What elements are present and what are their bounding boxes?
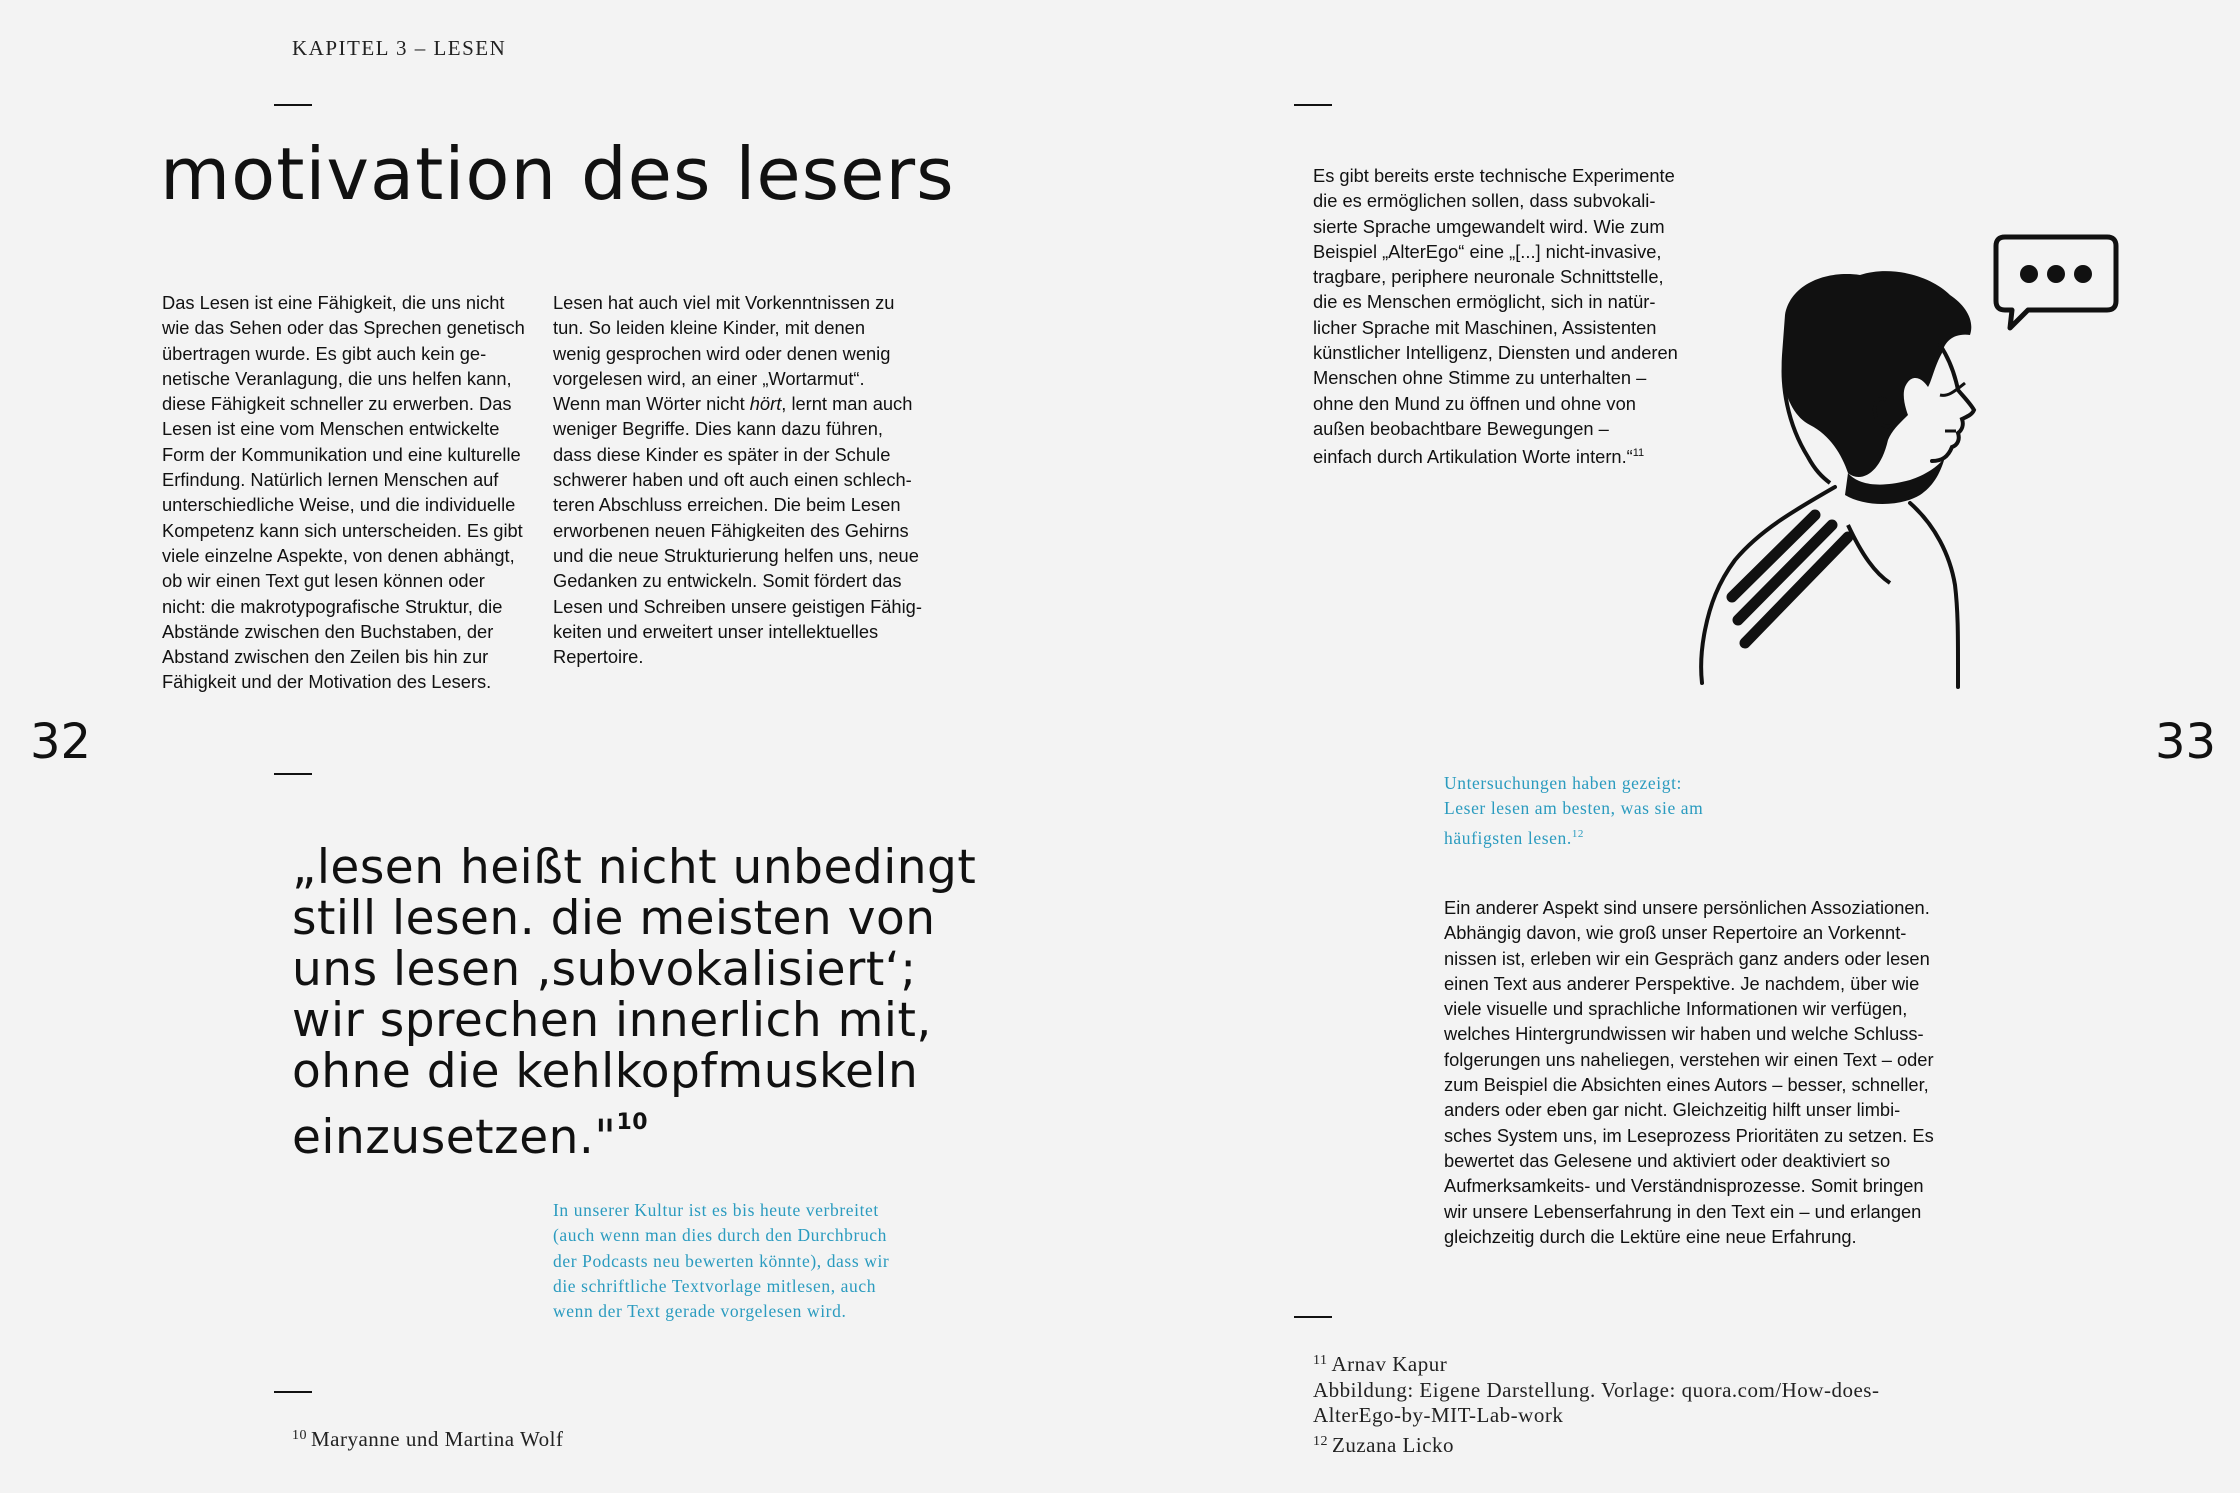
- accent-note-left: In unserer Kultur ist es bis heute verbreitet (auch wenn man dies durch den Durchbruch der Podcasts neu bewerten könnte), dass wir die schriftliche Textvorlage mitlesen, auch wenn der Text gerade vorgelesen wird.: [553, 1200, 890, 1322]
- footnote-text: Abbildung: Eigene Darstellung. Vorlage: quora.com/How-does-: [1313, 1377, 1880, 1402]
- footnote-text: Maryanne und Martina Wolf: [311, 1427, 564, 1451]
- pull-quote-footnote-ref: 10: [616, 1110, 649, 1135]
- footnote-text: Arnav Kapur: [1331, 1352, 1448, 1376]
- accent-note-right-text: Untersuchungen haben gezeigt: Leser lesen am besten, was sie am häufigsten lesen.: [1444, 773, 1704, 848]
- footnote-text: AlterEgo-by-MIT-Lab-work: [1313, 1403, 1564, 1427]
- divider: [1294, 104, 1332, 106]
- intro-footnote-ref: 11: [1632, 447, 1645, 460]
- page-title: motivation des lesers: [160, 132, 955, 216]
- divider: [1294, 1316, 1332, 1318]
- intro-text-body: Es gibt bereits erste technische Experimente die es ermöglichen sollen, dass subvokali- sierte Sprache umgewandelt wird. Wie zum Beispiel „AlterEgo“ eine „[...] nicht-invasive, tragbare, periphere neuronale Schnittstelle, die es Menschen ermöglicht, sich in natür- licher Sprache mit Maschinen, Assistenten künstlicher Intelligenz, Diensten und anderen Menschen ohne Stimme zu unterhalten – ohne den Mund zu öffnen und ohne von außen beobachtbare Bewegungen – einfach durch Artikulation Worte intern.“: [1313, 165, 1678, 468]
- body-column-2: [553, 290, 943, 669]
- footnote-10: [292, 1423, 563, 1453]
- body-column-1: Das Lesen ist eine Fähigkeit, die uns nicht wie das Sehen oder das Sprechen genetisch übertragen wurde. Es gibt auch kein ge- netische Veranlagung, die uns helfen kann, diese Fähigkeit schneller zu erwerben. Das Lesen ist eine vom Menschen entwickelte Form der Kommunikation und eine kulturelle Erfindung. Natürlich lernen Menschen auf unterschiedliche Weise, und die individuelle Kompetenz kann sich unterscheiden. Es gibt viele einzelne Aspekte, von denen abhängt, ob wir einen Text gut lesen können oder nicht: die makrotypografische Struktur, die Abstände zwischen den Buchstaben, der Abstand zwischen den Zeilen bis hin zur Fähigkeit und der Motivation des Lesers.: [162, 292, 525, 693]
- chapter-label: KAPITEL 3 – LESEN: [292, 36, 507, 60]
- footnotes-right: [1313, 1348, 1879, 1458]
- body-column-2-italic: hört: [749, 393, 782, 415]
- page-number-right: 33: [2155, 714, 2217, 770]
- footnote-12: [1313, 1429, 1879, 1459]
- footnote-number: 11: [1313, 1353, 1328, 1368]
- body-column-2-text-end: , lernt man auch weniger Begriffe. Dies kann dazu führen, dass diese Kinder es später in der Schule schwerer haben und oft auch einen schlech- teren Abschluss erreichen. Die beim Lesen erworbenen neuen Fähigkeiten des Gehirns und die neue Strukturierung helfen uns, neue Gedanken zu entwickeln. Somit fördert das Lesen und Schreiben unsere geistigen Fähig- keiten und erweitert unser intellektuelles Repertoire.: [553, 393, 922, 668]
- footnote-figure-credit-cont: [1313, 1403, 1879, 1429]
- divider: [274, 1391, 312, 1393]
- footnote-number: 10: [292, 1428, 307, 1443]
- footnote-11: [1313, 1348, 1879, 1378]
- divider: [274, 104, 312, 106]
- pull-quote: [292, 842, 976, 1163]
- accent-footnote-ref: 12: [1571, 827, 1585, 840]
- footnote-number: 12: [1313, 1433, 1328, 1449]
- divider: [274, 773, 312, 775]
- footnote-text: Zuzana Licko: [1332, 1432, 1455, 1457]
- body-column-2-text: Lesen hat auch viel mit Vorkenntnissen zu tun. So leiden kleine Kinder, mit denen wenig gesprochen wird oder denen wenig vorgelesen wird, an einer „Wortarmut“. Wenn man Wörter nicht: [553, 292, 895, 415]
- pull-quote-text: „lesen heißt nicht unbedingt still lesen. die meisten von uns lesen ‚subvokalisiert‘; wir sprechen innerlich mit, ohne die kehlkopfmuskeln einzusetzen.": [292, 840, 977, 1165]
- person-speech-bubble-icon: [1610, 225, 2125, 700]
- body-right: Ein anderer Aspekt sind unsere persönlichen Assoziationen. Abhängig davon, wie groß unser Repertoire an Vorkennt- nissen ist, erleben wir ein Gespräch ganz anders oder lesen einen Text aus anderer Perspektive. Je nachdem, über wie viele visuelle und sprachliche Informationen wir verfügen, welches Hintergrundwissen wir haben und welche Schluss- folgerungen uns naheliegen, verstehen wir einen Text – oder zum Beispiel die Absichten eines Autors – besser, schneller, anders oder eben gar nicht. Gleichzeitig hilft unser limbi- sches System uns, im Leseprozess Prioritäten zu setzen. Es bewertet das Gelesene und aktiviert oder deaktiviert so Aufmerksamkeits- und Verständnisprozesse. Somit bringen wir unsere Lebenserfahrung in den Text ein – und erlangen gleichzeitig durch die Lektüre eine neue Erfahrung.: [1444, 897, 1934, 1247]
- accent-note-right: [1444, 771, 1844, 851]
- page-number-left: 32: [30, 714, 92, 770]
- footnote-figure-credit: [1313, 1378, 1879, 1404]
